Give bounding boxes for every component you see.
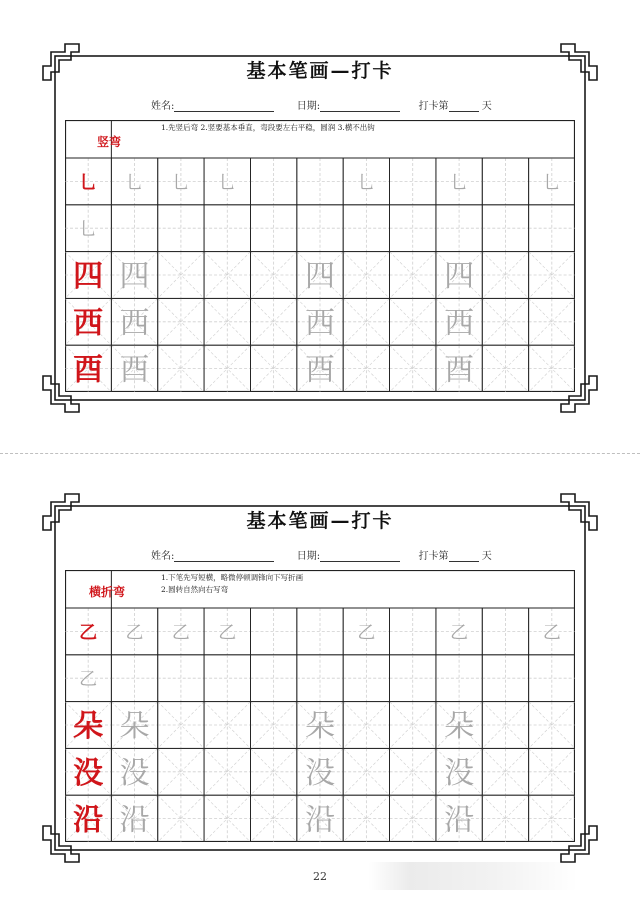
stroke-sample: 乚 xyxy=(450,172,469,194)
model-character: 没 xyxy=(73,755,104,791)
stroke-sample: 乙 xyxy=(357,622,376,644)
info-line xyxy=(151,547,492,562)
stroke-sample: 乚 xyxy=(79,172,98,194)
trace-character: 酉 xyxy=(444,352,475,388)
trace-character: 四 xyxy=(305,259,335,294)
checkin-label: 打卡第 xyxy=(418,101,449,112)
trace-character: 朵 xyxy=(305,709,335,744)
model-character: 四 xyxy=(73,259,104,294)
model-character: 酉 xyxy=(73,352,104,388)
watermark-badge xyxy=(368,862,578,890)
model-character: 西 xyxy=(73,305,104,341)
model-character: 沿 xyxy=(73,802,104,838)
practice-sheet-2 xyxy=(41,492,599,864)
stroke-sample: 乚 xyxy=(357,172,376,194)
sheet-title: 基本笔画—打卡 xyxy=(246,60,394,82)
trace-character: 酉 xyxy=(305,352,335,388)
trace-character: 沿 xyxy=(119,802,150,838)
stroke-sample: 乙 xyxy=(79,669,98,691)
practice-grid xyxy=(65,570,575,842)
trace-character: 朵 xyxy=(444,709,475,744)
trace-character: 四 xyxy=(444,259,475,294)
page-number: 22 xyxy=(313,870,327,883)
stroke-sample: 乙 xyxy=(218,622,237,644)
practice-grid xyxy=(65,120,575,392)
rule-line: 1.先竖后弯 2.竖要基本垂直，弯段要左右平稳，圆润 3.横不出钩 xyxy=(161,123,375,132)
trace-character: 沿 xyxy=(444,802,475,838)
name-field[interactable] xyxy=(174,101,274,112)
trace-character: 没 xyxy=(305,755,335,791)
name-field[interactable] xyxy=(174,551,274,562)
stroke-name: 横折弯 xyxy=(89,585,126,599)
date-field[interactable] xyxy=(320,101,400,112)
checkin-day-field[interactable] xyxy=(449,551,479,562)
stroke-name: 竖弯 xyxy=(97,135,122,149)
trace-character: 没 xyxy=(444,755,475,791)
trace-character: 没 xyxy=(119,755,150,791)
day-label: 天 xyxy=(481,551,492,562)
stroke-sample: 乙 xyxy=(79,622,98,644)
date-label: 日期: xyxy=(296,101,321,112)
date-label: 日期: xyxy=(296,551,321,562)
stroke-rules xyxy=(161,122,571,134)
day-label: 天 xyxy=(481,101,492,112)
rule-line: 1.下笔先写短横，略微停顿调锋向下写折画 xyxy=(161,573,304,582)
stroke-sample: 乙 xyxy=(450,622,469,644)
stroke-sample: 乙 xyxy=(542,622,561,644)
sheet-title: 基本笔画—打卡 xyxy=(246,510,394,532)
checkin-day-field[interactable] xyxy=(449,101,479,112)
model-character: 朵 xyxy=(73,709,104,744)
checkin-label: 打卡第 xyxy=(418,551,449,562)
stroke-sample: 乚 xyxy=(218,172,237,194)
stroke-sample: 乚 xyxy=(125,172,144,194)
stroke-rules xyxy=(161,572,571,595)
stroke-sample: 乙 xyxy=(125,622,144,644)
trace-character: 朵 xyxy=(119,709,150,744)
trace-character: 西 xyxy=(119,305,150,341)
trace-character: 四 xyxy=(119,259,150,294)
name-label: 姓名: xyxy=(151,101,175,112)
name-label: 姓名: xyxy=(151,551,175,562)
trace-character: 西 xyxy=(444,305,475,341)
rule-line: 2.圆转自然向右写弯 xyxy=(161,584,229,594)
info-line xyxy=(151,97,492,112)
trace-character: 西 xyxy=(305,305,335,341)
stroke-sample: 乚 xyxy=(542,172,561,194)
practice-sheet-1 xyxy=(41,42,599,414)
stroke-sample: 乙 xyxy=(171,622,190,644)
trace-character: 沿 xyxy=(305,802,335,838)
trace-character: 酉 xyxy=(119,352,150,388)
page-separator xyxy=(0,453,640,454)
date-field[interactable] xyxy=(320,551,400,562)
stroke-sample: 乚 xyxy=(79,219,98,241)
stroke-sample: 乚 xyxy=(171,172,190,194)
